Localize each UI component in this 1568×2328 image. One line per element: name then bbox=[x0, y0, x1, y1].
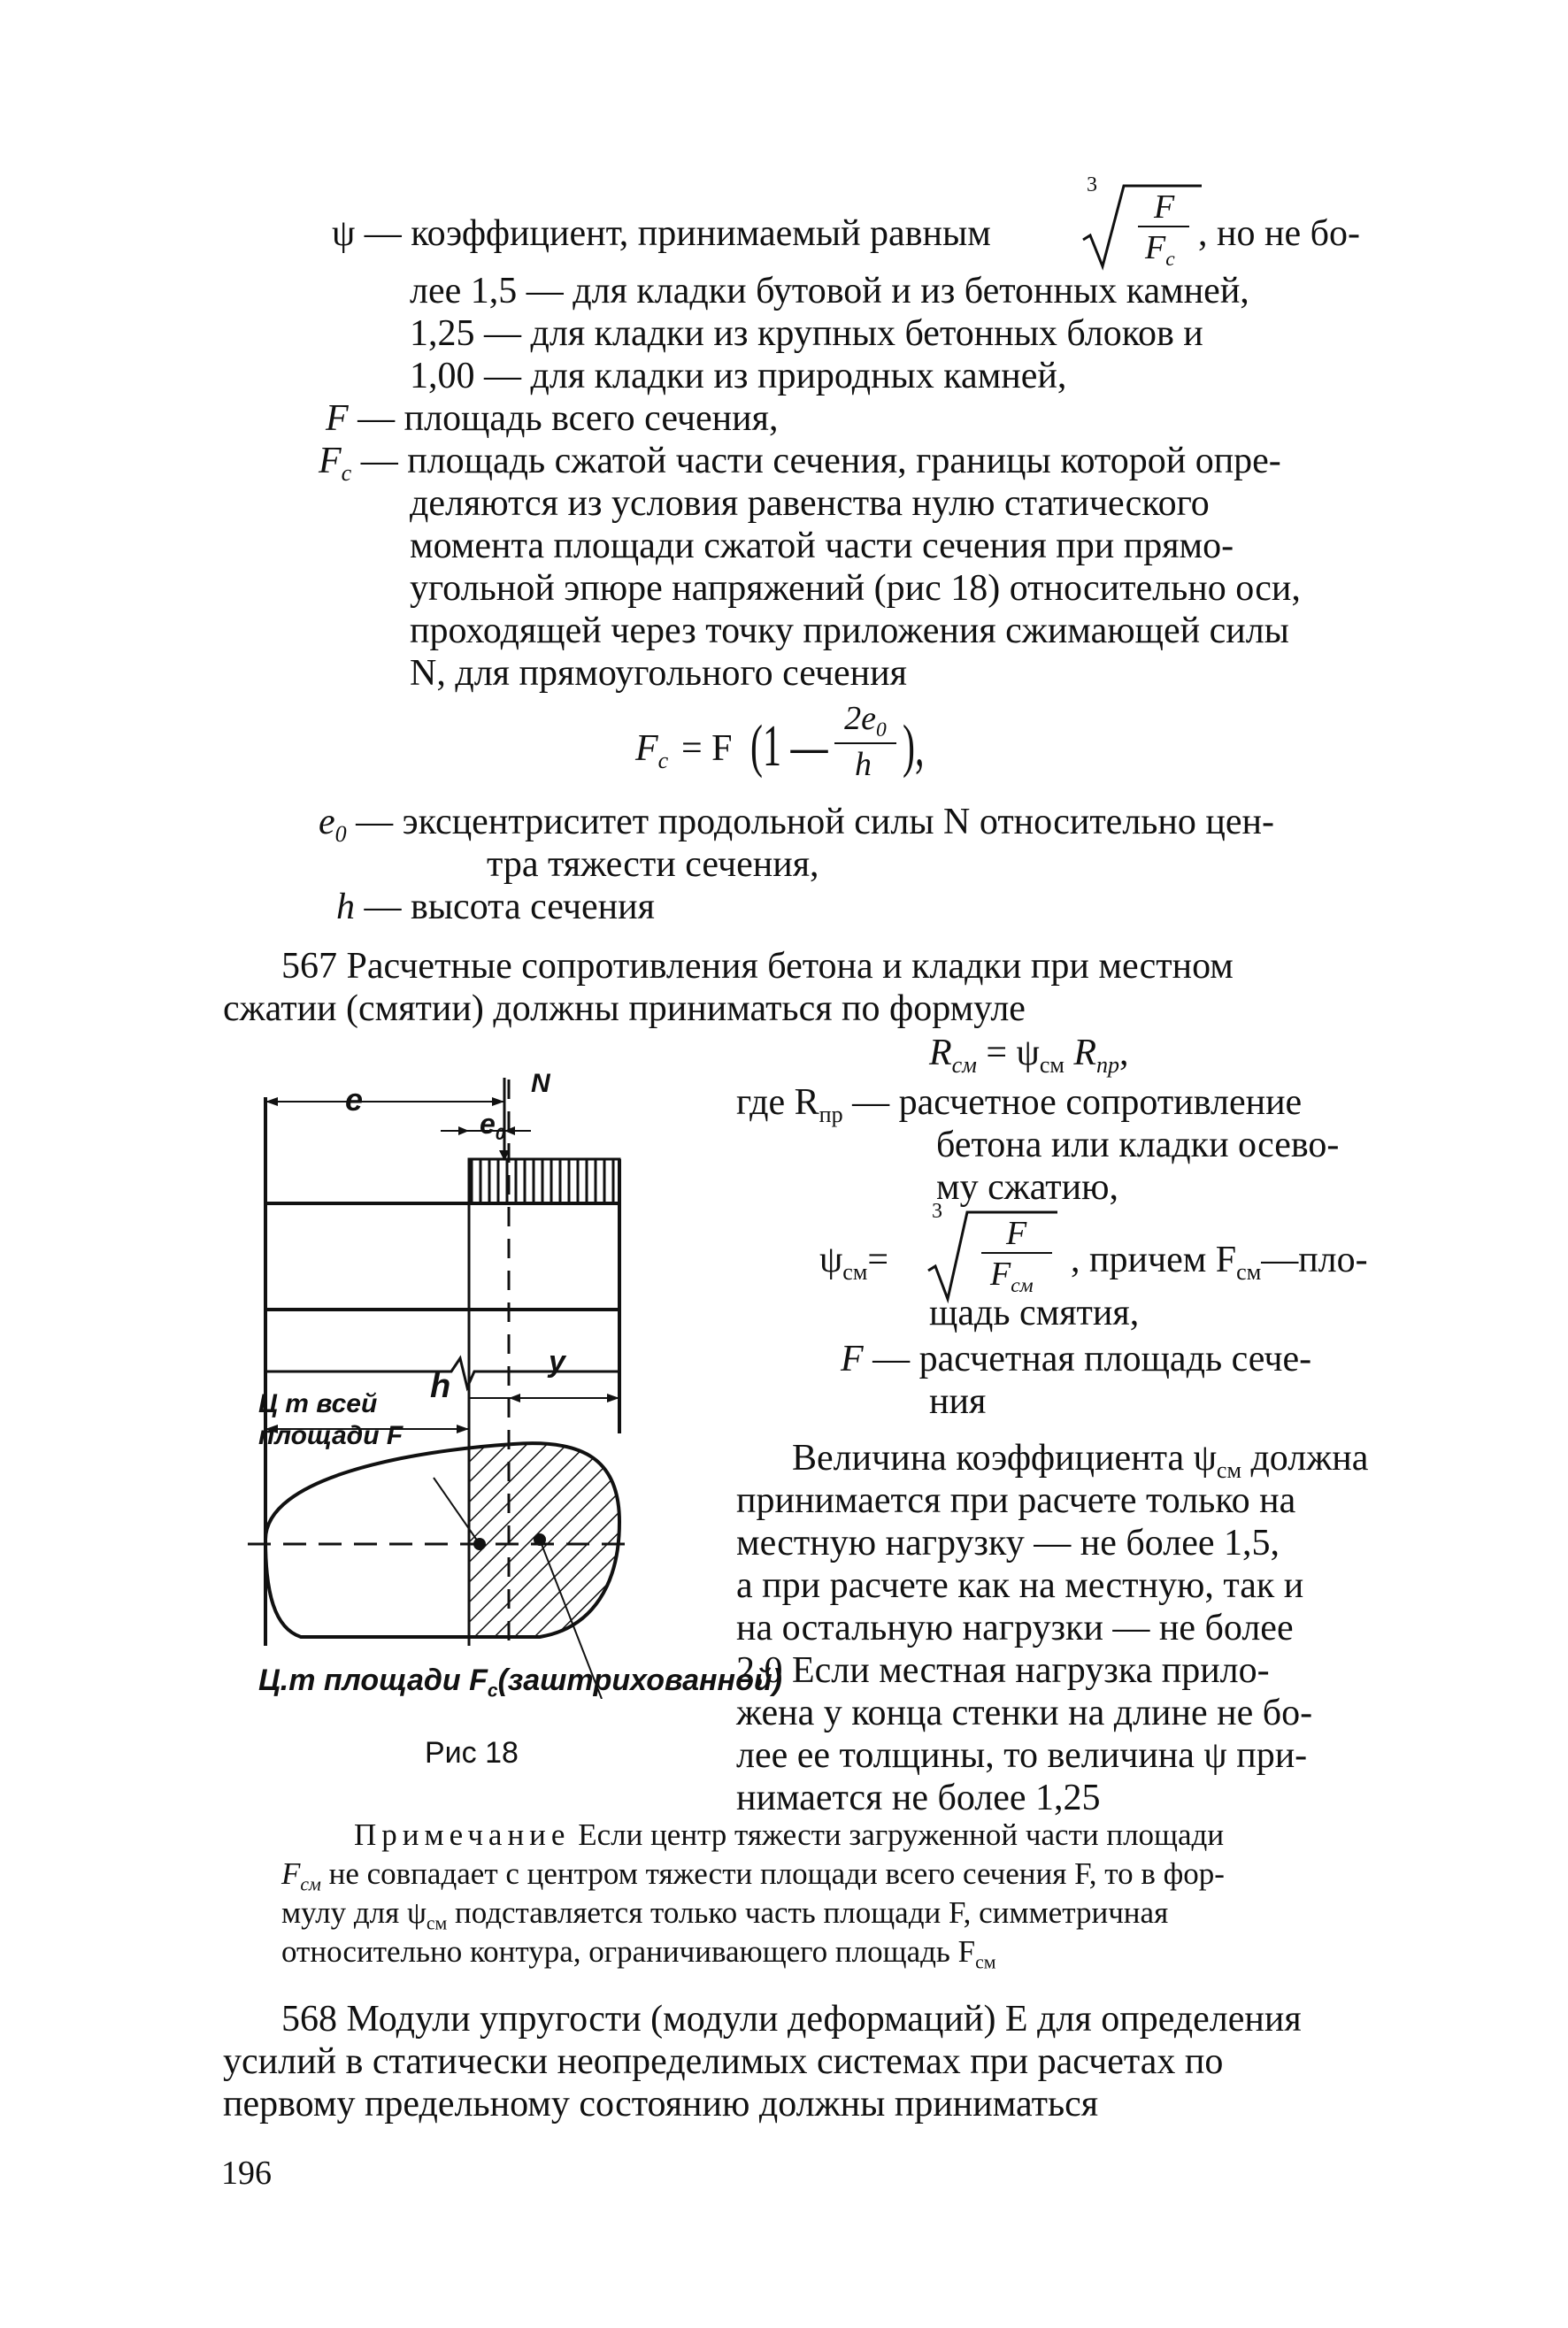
psi-cm-cont: щадь смятия, bbox=[929, 1293, 1140, 1333]
p567-line-2: сжатии (смятии) должны приниматься по формуле bbox=[223, 988, 1026, 1029]
mag-line-2: принимается при расчете только на bbox=[736, 1480, 1296, 1521]
fig-number: Рис 18 bbox=[425, 1736, 519, 1770]
root-denominator: $F_с$ bbox=[1145, 229, 1175, 272]
note-line-1: Примечание Если центр тяжести загруженной части площади bbox=[354, 1817, 1225, 1852]
note-line-3: мулу для $\psi_{см}$ подставляется только часть площади F, симметричная bbox=[281, 1895, 1169, 1934]
psi-definition bbox=[332, 212, 991, 255]
where-rpr: где $R_{пр}$ — расчетное сопротивление bbox=[736, 1082, 1303, 1128]
where-f: F — расчетная площадь сече- bbox=[841, 1339, 1312, 1379]
mag-line-6: 2,0 Если местная нагрузка прило- bbox=[736, 1650, 1270, 1691]
root-index: 3 bbox=[1087, 173, 1097, 196]
p567-line-1: 567 Расчетные сопротивления бетона и кладки при местном bbox=[281, 946, 1234, 987]
psi-definition-text: — коэффициент, принимаемый равным bbox=[364, 213, 991, 254]
fc-line-5: N, для прямоугольного сечения bbox=[410, 653, 907, 694]
mag-line-9: нимается не более 1,25 bbox=[736, 1778, 1101, 1818]
fig-label-ct-all-1: Ц т всей bbox=[258, 1389, 378, 1418]
fig-caption-ct: Ц.т площади $F_с(заштрихованной)$ bbox=[258, 1663, 782, 1702]
document-page: ψ — коэффициент, принимаемый равным 3 F $F_с$ , но не бо- лее 1,5 — для кладки бутовой и из бетонных камней, 1,25 — для кладки из крупных бетонных блоков и 1,00 — для кладки из природных камней, F — площадь всего сечения, $F_с$ — площадь сжатой части сечения, границы которой опре- деляются из условия равенства нулю статического момента площади сжатой части сечения при прямо- угольной эпюре напряжений (рис 18) относительно оси, проходящей через точку приложения сжимающей силы N, для прямоугольного сечения $F_с$ = F (1 — $2e_0$ h ), $e_0$ — эксцентриситет продольной силы N относительно цен- тра тяжести сечения, h — высота сечения 567 Расчетные сопротивления бетона и кладки при местном сжатии (смятии) должны приниматься по формуле $R_{см} = \psi_{см}$ $R_{пр}$, где $R_{пр}$ — расчетное сопротивление бетона или кладки осево- му сжатию, $\psi_{см}=$ 3 F $F_{см}$ , причем $F_{см}—пло-$ щадь смятия, F — расчетная площадь сече- ния Величина коэффициента $\psi_{см}$ должна принимается при расчете только на местную нагрузку — не более 1,5, а при расчете как на местную, так и на остальную нагрузки — не более 2,0 Если местная нагрузка прило- жена у конца стенки на длине не бо- лее ее толщины, то величина ψ при- нимается не более 1,25 e N $e_0$ h y Ц т всей площади F Ц.т площади $F_с(заштрихованной)$ Рис 18 Примечание Если центр тяжести загруженной части площади $F_{см}$ не совпадает с центром тяжести площади всего сечения F, то в фор- мулу для $\psi_{см}$ подставляется только часть площади F, симметричная относительно контура, ограничивающего площадь $F_{см}$ 568 Модули упругости (модули деформаций) E для определения усилий в статически неопределимых системах при расчетах по первому предельному состоянию должны приниматься 196 bbox=[221, 173, 1369, 2192]
psi-line-2: 1,25 — для кладки из крупных бетонных блоков и bbox=[410, 313, 1203, 354]
psi-symbol: ψ bbox=[332, 213, 356, 254]
page-number: 196 bbox=[221, 2155, 272, 2192]
where-line-3: му сжатию, bbox=[936, 1167, 1119, 1208]
fig-label-y: y bbox=[549, 1345, 565, 1379]
psi-cm-after: , причем $F_{см}—пло-$ bbox=[1071, 1240, 1368, 1286]
psi-cm-lhs: $\psi_{см}=$ bbox=[819, 1240, 889, 1286]
fc-line-2: момента площади сжатой части сечения при прямо- bbox=[410, 526, 1234, 566]
fc-definition: $F_с$ — площадь сжатой части сечения, границы которой опре- bbox=[319, 441, 1281, 487]
mag-line-3: местную нагрузку — не более 1,5, bbox=[736, 1523, 1280, 1564]
figure-18 bbox=[248, 1062, 708, 1699]
fc-line-3: угольной эпюре напряжений (рис 18) относительно оси, bbox=[410, 568, 1301, 609]
p568-line-2: усилий в статически неопределимых системах при расчетах по bbox=[223, 2041, 1224, 2082]
fig-label-e0: $e_0$ bbox=[480, 1108, 505, 1144]
where-line-2: бетона или кладки осево- bbox=[936, 1125, 1340, 1165]
mag-line-4: а при расчете как на местную, так и bbox=[736, 1565, 1304, 1606]
fc-line-4: проходящей через точку приложения сжимающей силы bbox=[410, 611, 1289, 651]
psi-line-3: 1,00 — для кладки из природных камней, bbox=[410, 356, 1067, 396]
mag-line-1: Величина коэффициента $\psi_{см}$ должна bbox=[792, 1438, 1369, 1484]
mag-line-8: лее ее толщины, то величина ψ при- bbox=[736, 1735, 1308, 1776]
psi-cm-root: 3 F $F_{см}$ bbox=[925, 1200, 1075, 1306]
fig-label-e: e bbox=[345, 1081, 364, 1118]
p568-line-1: 568 Модули упругости (модули деформаций) E для определения bbox=[281, 1999, 1302, 2040]
fig-label-n: N bbox=[531, 1069, 550, 1098]
fig-label-h: h bbox=[430, 1368, 451, 1405]
e0-definition-cont: тра тяжести сечения, bbox=[487, 844, 819, 885]
f-definition: F — площадь всего сечения, bbox=[326, 398, 779, 439]
e0-definition: $e_0$ — эксцентриситет продольной силы N относительно цен- bbox=[319, 802, 1274, 848]
where-f-cont: ния bbox=[929, 1381, 987, 1422]
psi-definition-tail: , но не бо- bbox=[1198, 213, 1360, 254]
mag-line-5: на остальную нагрузки — не более bbox=[736, 1608, 1294, 1648]
p568-line-3: первому предельному состоянию должны приниматься bbox=[223, 2084, 1099, 2124]
fig-label-ct-all-2: площади F bbox=[258, 1421, 404, 1450]
mag-line-7: жена у конца стенки на длине не бо- bbox=[736, 1693, 1313, 1733]
note-line-4: относительно контура, ограничивающего площадь $F_{см}$ bbox=[281, 1934, 996, 1973]
h-definition: h — высота сечения bbox=[336, 887, 655, 927]
psi-line-1: лее 1,5 — для кладки бутовой и из бетонных камней, bbox=[410, 271, 1249, 311]
formula-rcm: $R_{см} = \psi_{см}$ $R_{пр}$, bbox=[929, 1033, 1129, 1079]
root-numerator: F bbox=[1154, 188, 1175, 226]
fc-line-1: деляются из условия равенства нулю статического bbox=[410, 483, 1210, 524]
note-line-2: $F_{см}$ не совпадает с центром тяжести площади всего сечения F, то в фор- bbox=[281, 1856, 1225, 1895]
